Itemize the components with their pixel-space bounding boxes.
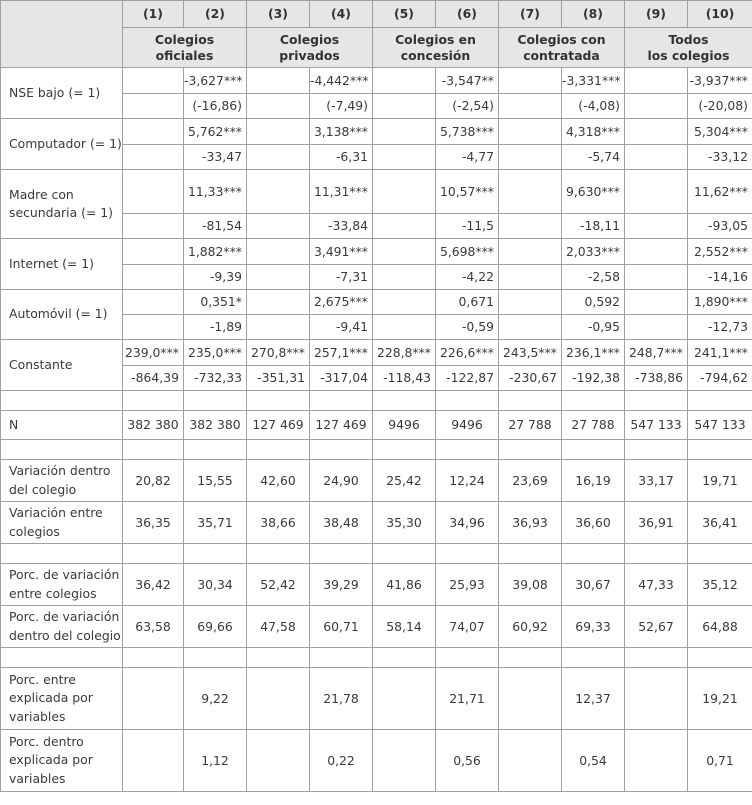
coef-cell: 11,31*** [310, 170, 373, 214]
coef-cell [123, 239, 184, 265]
se-cell [499, 145, 562, 170]
coef-cell [499, 239, 562, 265]
se-cell [123, 214, 184, 239]
coef-cell [247, 290, 310, 315]
spacer-row [1, 648, 752, 668]
se-cell [247, 145, 310, 170]
explained-cell: 1,12 [184, 730, 247, 792]
n-row [1, 411, 752, 440]
variance-row [1, 460, 752, 502]
column-number: (9) [625, 1, 688, 28]
percent-cell: 64,88 [688, 606, 752, 648]
variable-coef-row [1, 68, 752, 94]
se-cell: -0,59 [436, 315, 499, 340]
n-cell: 27 788 [499, 411, 562, 440]
coef-cell: 241,1*** [688, 340, 752, 366]
coef-cell: 0,351* [184, 290, 247, 315]
coef-cell [625, 119, 688, 145]
group-header-oficiales [123, 28, 247, 68]
variance-cell: 36,91 [625, 502, 688, 544]
percent-cell: 39,29 [310, 564, 373, 606]
coef-cell [123, 119, 184, 145]
coef-cell: 228,8*** [373, 340, 436, 366]
variance-cell: 36,93 [499, 502, 562, 544]
explained-cell [499, 730, 562, 792]
variance-label: Variación dentro del colegio [1, 460, 123, 502]
variance-cell: 25,42 [373, 460, 436, 502]
explained-cell [625, 668, 688, 730]
coef-cell: 3,491*** [310, 239, 373, 265]
group-header-line: Colegios [279, 32, 340, 47]
coef-cell [499, 290, 562, 315]
coef-cell: 5,304*** [688, 119, 752, 145]
spacer-row [1, 391, 752, 411]
variance-cell: 35,71 [184, 502, 247, 544]
coef-cell: 239,0*** [123, 340, 184, 366]
explained-cell [373, 730, 436, 792]
explained-cell: 21,78 [310, 668, 373, 730]
se-cell: -192,38 [562, 366, 625, 391]
percent-cell: 47,33 [625, 564, 688, 606]
coef-cell: 5,738*** [436, 119, 499, 145]
n-cell: 547 133 [625, 411, 688, 440]
variable-label: Computador (= 1) [1, 119, 123, 170]
variance-cell: 24,90 [310, 460, 373, 502]
coef-cell: 5,762*** [184, 119, 247, 145]
spacer-row [1, 544, 752, 564]
se-cell: -11,5 [436, 214, 499, 239]
se-cell: -6,31 [310, 145, 373, 170]
se-cell [373, 94, 436, 119]
se-cell: (-16,86) [184, 94, 247, 119]
variable-coef-row [1, 119, 752, 145]
coef-cell: -3,937*** [688, 68, 752, 94]
column-number: (5) [373, 1, 436, 28]
explained-cell: 0,71 [688, 730, 752, 792]
se-cell [373, 315, 436, 340]
coef-cell [499, 170, 562, 214]
coef-cell [625, 239, 688, 265]
variance-cell: 36,35 [123, 502, 184, 544]
explained-cell: 21,71 [436, 668, 499, 730]
se-cell [625, 94, 688, 119]
explained-row [1, 730, 752, 792]
coef-cell [373, 68, 436, 94]
se-cell [499, 94, 562, 119]
group-header-line: Colegios en [395, 32, 476, 47]
se-cell: -33,12 [688, 145, 752, 170]
se-cell [625, 145, 688, 170]
coef-cell: 2,033*** [562, 239, 625, 265]
coef-cell: 226,6*** [436, 340, 499, 366]
se-cell: -351,31 [247, 366, 310, 391]
se-cell: -93,05 [688, 214, 752, 239]
variance-cell: 16,19 [562, 460, 625, 502]
coef-cell [499, 119, 562, 145]
se-cell [123, 315, 184, 340]
group-header-line: Colegios con [517, 32, 606, 47]
coef-cell [123, 68, 184, 94]
coef-cell: 2,552*** [688, 239, 752, 265]
se-cell: -2,58 [562, 265, 625, 290]
se-cell: -4,22 [436, 265, 499, 290]
header-corner [1, 1, 123, 68]
coef-cell [625, 68, 688, 94]
percent-cell: 52,67 [625, 606, 688, 648]
column-number: (10) [688, 1, 752, 28]
percent-cell: 60,92 [499, 606, 562, 648]
explained-label: Porc. dentro explicada por variables [1, 730, 123, 792]
coef-cell [625, 290, 688, 315]
se-cell [625, 315, 688, 340]
explained-cell [123, 668, 184, 730]
coef-cell [373, 290, 436, 315]
coef-cell [247, 239, 310, 265]
variable-coef-row [1, 290, 752, 315]
se-cell: -12,73 [688, 315, 752, 340]
column-number: (1) [123, 1, 184, 28]
coef-cell: 236,1*** [562, 340, 625, 366]
explained-cell [625, 730, 688, 792]
column-number: (4) [310, 1, 373, 28]
n-cell: 127 469 [247, 411, 310, 440]
coef-cell [499, 68, 562, 94]
variable-coef-row [1, 170, 752, 214]
coef-cell [247, 119, 310, 145]
variance-cell: 36,60 [562, 502, 625, 544]
variance-cell: 15,55 [184, 460, 247, 502]
coef-cell: -3,627*** [184, 68, 247, 94]
variable-coef-row [1, 239, 752, 265]
se-cell: (-2,54) [436, 94, 499, 119]
se-cell [373, 214, 436, 239]
coef-cell: -3,331*** [562, 68, 625, 94]
coef-cell: 4,318*** [562, 119, 625, 145]
group-header-contratada [499, 28, 625, 68]
group-header-line: Colegios [154, 32, 215, 47]
explained-cell [123, 730, 184, 792]
explained-label: Porc. entre explicada por variables [1, 668, 123, 730]
se-cell: -732,33 [184, 366, 247, 391]
coef-cell: 270,8*** [247, 340, 310, 366]
percent-cell: 39,08 [499, 564, 562, 606]
se-cell: -317,04 [310, 366, 373, 391]
explained-cell: 9,22 [184, 668, 247, 730]
coef-cell: -3,547** [436, 68, 499, 94]
coef-cell: 1,890*** [688, 290, 752, 315]
explained-cell: 0,54 [562, 730, 625, 792]
n-cell: 9496 [373, 411, 436, 440]
percent-cell: 74,07 [436, 606, 499, 648]
group-header-line: oficiales [155, 48, 214, 63]
coef-cell: 257,1*** [310, 340, 373, 366]
se-cell [499, 214, 562, 239]
se-cell: -738,86 [625, 366, 688, 391]
se-cell: -5,74 [562, 145, 625, 170]
explained-cell: 12,37 [562, 668, 625, 730]
coef-cell: 9,630*** [562, 170, 625, 214]
se-cell: -33,84 [310, 214, 373, 239]
coef-cell [373, 239, 436, 265]
se-cell: -9,39 [184, 265, 247, 290]
explained-cell [499, 668, 562, 730]
n-cell: 382 380 [123, 411, 184, 440]
coef-cell: 11,33*** [184, 170, 247, 214]
se-cell [373, 145, 436, 170]
percent-row [1, 606, 752, 648]
explained-row [1, 668, 752, 730]
percent-cell: 25,93 [436, 564, 499, 606]
se-cell [247, 94, 310, 119]
se-cell: -14,16 [688, 265, 752, 290]
n-cell: 382 380 [184, 411, 247, 440]
variance-cell: 38,48 [310, 502, 373, 544]
percent-cell: 36,42 [123, 564, 184, 606]
se-cell [247, 265, 310, 290]
se-cell: -18,11 [562, 214, 625, 239]
se-cell: -4,77 [436, 145, 499, 170]
se-cell: -794,62 [688, 366, 752, 391]
percent-cell: 41,86 [373, 564, 436, 606]
variance-cell: 42,60 [247, 460, 310, 502]
se-cell [123, 265, 184, 290]
se-cell: -230,67 [499, 366, 562, 391]
n-label: N [1, 411, 123, 440]
se-cell [625, 214, 688, 239]
variable-label: Automóvil (= 1) [1, 290, 123, 340]
variance-cell: 20,82 [123, 460, 184, 502]
coef-cell: 10,57*** [436, 170, 499, 214]
spacer-row [1, 440, 752, 460]
percent-cell: 30,67 [562, 564, 625, 606]
se-cell [373, 265, 436, 290]
coef-cell [123, 170, 184, 214]
variable-coef-row [1, 340, 752, 366]
coef-cell: 0,671 [436, 290, 499, 315]
coef-cell: -4,442*** [310, 68, 373, 94]
se-cell: -864,39 [123, 366, 184, 391]
group-header-line: Todos [668, 32, 709, 47]
coef-cell: 3,138*** [310, 119, 373, 145]
percent-cell: 63,58 [123, 606, 184, 648]
se-cell: (-4,08) [562, 94, 625, 119]
se-cell [123, 94, 184, 119]
group-header-todos [625, 28, 752, 68]
coef-cell: 0,592 [562, 290, 625, 315]
se-cell: -7,31 [310, 265, 373, 290]
group-header-concesion [373, 28, 499, 68]
variance-cell: 36,41 [688, 502, 752, 544]
se-cell: -0,95 [562, 315, 625, 340]
se-cell [625, 265, 688, 290]
n-cell: 27 788 [562, 411, 625, 440]
coef-cell: 5,698*** [436, 239, 499, 265]
explained-cell: 0,56 [436, 730, 499, 792]
variable-label: NSE bajo (= 1) [1, 68, 123, 119]
coef-cell: 2,675*** [310, 290, 373, 315]
percent-cell: 30,34 [184, 564, 247, 606]
variance-label: Variación entre colegios [1, 502, 123, 544]
column-number: (6) [436, 1, 499, 28]
variable-label: Internet (= 1) [1, 239, 123, 290]
variance-cell: 19,71 [688, 460, 752, 502]
explained-cell [247, 730, 310, 792]
column-number-row [1, 1, 752, 28]
se-cell: -118,43 [373, 366, 436, 391]
group-header-line: los colegios [647, 48, 730, 63]
percent-label: Porc. de variación entre colegios [1, 564, 123, 606]
coef-cell [123, 290, 184, 315]
column-number: (7) [499, 1, 562, 28]
variable-label: Constante [1, 340, 123, 391]
variance-cell: 34,96 [436, 502, 499, 544]
column-number: (8) [562, 1, 625, 28]
percent-row [1, 564, 752, 606]
variance-cell: 12,24 [436, 460, 499, 502]
se-cell [247, 315, 310, 340]
coef-cell [247, 68, 310, 94]
explained-cell [373, 668, 436, 730]
se-cell [499, 315, 562, 340]
percent-cell: 69,33 [562, 606, 625, 648]
percent-label: Porc. de variación dentro del colegio [1, 606, 123, 648]
column-number: (3) [247, 1, 310, 28]
se-cell [123, 145, 184, 170]
percent-cell: 47,58 [247, 606, 310, 648]
group-header-line: contratada [523, 48, 600, 63]
variance-cell: 38,66 [247, 502, 310, 544]
coef-cell [373, 119, 436, 145]
se-cell [499, 265, 562, 290]
percent-cell: 58,14 [373, 606, 436, 648]
variance-row [1, 502, 752, 544]
n-cell: 9496 [436, 411, 499, 440]
se-cell: -81,54 [184, 214, 247, 239]
n-cell: 127 469 [310, 411, 373, 440]
percent-cell: 35,12 [688, 564, 752, 606]
se-cell: -33,47 [184, 145, 247, 170]
explained-cell: 0,22 [310, 730, 373, 792]
se-cell: -9,41 [310, 315, 373, 340]
coef-cell: 243,5*** [499, 340, 562, 366]
variance-cell: 35,30 [373, 502, 436, 544]
variable-label: Madre con secundaria (= 1) [1, 170, 123, 239]
variance-cell: 23,69 [499, 460, 562, 502]
group-header-privados [247, 28, 373, 68]
coef-cell: 11,62*** [688, 170, 752, 214]
variance-cell: 33,17 [625, 460, 688, 502]
coef-cell: 235,0*** [184, 340, 247, 366]
group-header-line: concesión [400, 48, 471, 63]
coef-cell: 248,7*** [625, 340, 688, 366]
percent-cell: 69,66 [184, 606, 247, 648]
coef-cell [625, 170, 688, 214]
se-cell: (-20,08) [688, 94, 752, 119]
coef-cell: 1,882*** [184, 239, 247, 265]
n-cell: 547 133 [688, 411, 752, 440]
coef-cell [247, 170, 310, 214]
se-cell [247, 214, 310, 239]
percent-cell: 60,71 [310, 606, 373, 648]
se-cell: -1,89 [184, 315, 247, 340]
se-cell: -122,87 [436, 366, 499, 391]
explained-cell: 19,21 [688, 668, 752, 730]
group-header-line: privados [279, 48, 340, 63]
column-number: (2) [184, 1, 247, 28]
explained-cell [247, 668, 310, 730]
se-cell: (-7,49) [310, 94, 373, 119]
coef-cell [373, 170, 436, 214]
percent-cell: 52,42 [247, 564, 310, 606]
